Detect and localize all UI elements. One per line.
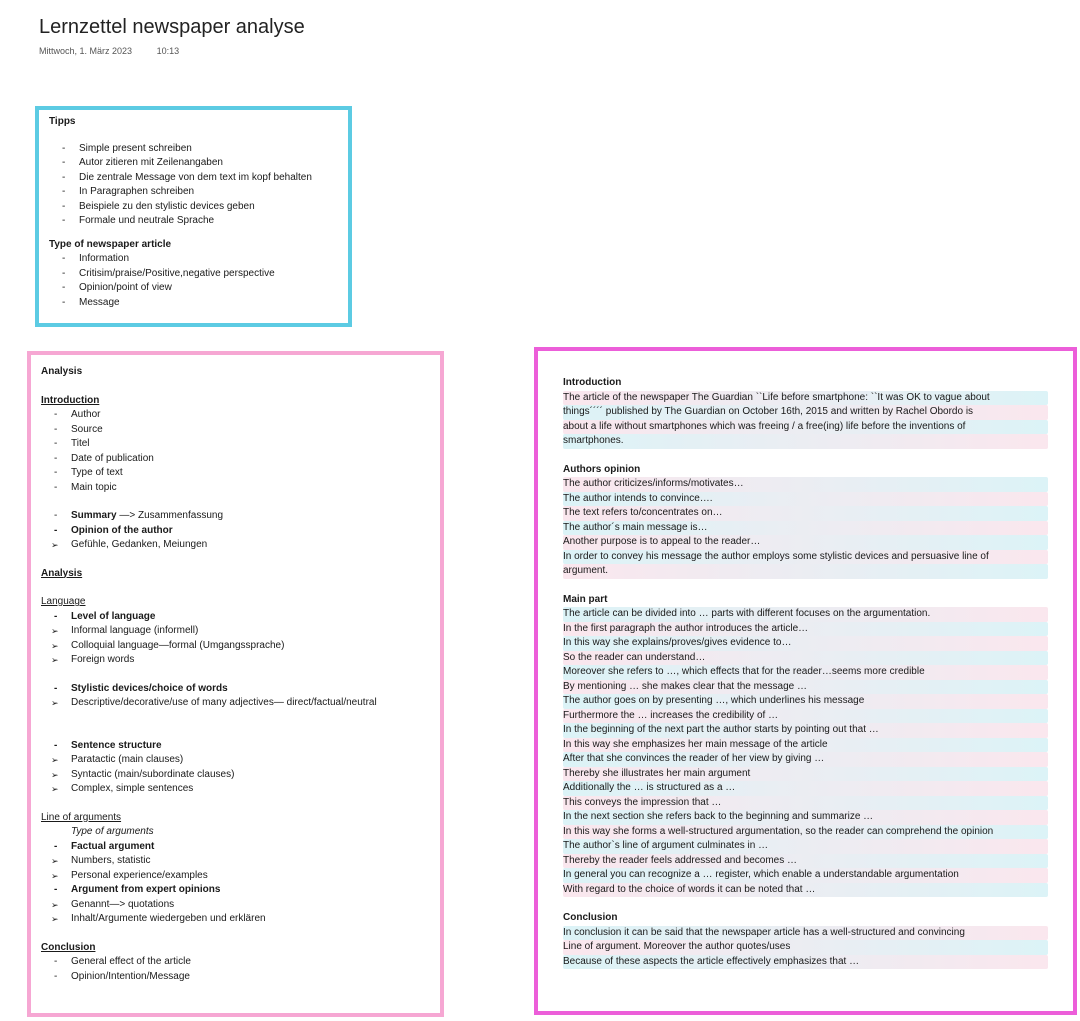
tips-item: - Die zentrale Message von dem text im kopf behalten [49, 171, 338, 186]
type-item: - Information [49, 252, 338, 267]
example-main-line: In this way she emphasizes her main message of the article [563, 738, 1048, 753]
example-opinion-line: Another purpose is to appeal to the reader… [563, 535, 1048, 550]
example-conclusion-line: Line of argument. Moreover the author quotes/uses [563, 940, 1048, 955]
page-time: 10:13 [156, 46, 180, 56]
tips-item: - Autor zitieren mit Zeilenangaben [49, 156, 338, 171]
example-main-heading: Main part [563, 593, 608, 605]
example-main-line: So the reader can understand… [563, 651, 1048, 666]
intro-item: - Titel [41, 437, 430, 452]
example-opinion-line: In order to convey his message the author employs some stylistic devices and persuasive line of [563, 550, 1048, 565]
page-title: Lernzettel newspaper analyse [39, 16, 305, 38]
example-intro-heading: Introduction [563, 377, 622, 388]
inhalt-item: ➢ Inhalt/Argumente wiedergeben und erklären [41, 912, 430, 927]
example-main-line: In this way she forms a well-structured argumentation, so the reader can comprehend the opinion [563, 825, 1048, 840]
tips-item: - In Paragraphen schreiben [49, 185, 338, 200]
example-main-line: Thereby the reader feels addressed and becomes … [563, 854, 1048, 869]
analysis-subheading: Analysis [41, 567, 83, 579]
example-main-line: In the first paragraph the author introduces the article… [563, 622, 1048, 637]
example-conclusion-heading: Conclusion [563, 912, 618, 923]
type-heading: Type of newspaper article [49, 238, 172, 250]
stylistic-list [41, 682, 430, 711]
example-intro-line: The article of the newspaper The Guardian ``Life before smartphone: ``It was OK to vague about [563, 391, 1048, 406]
complex-item: ➢ Complex, simple sentences [41, 782, 430, 797]
summary-label: Summary [71, 510, 117, 521]
intro-item: - Date of publication [41, 452, 430, 467]
example-main-line: With regard to the choice of words it can be noted that … [563, 883, 1048, 898]
sentence-structure-item: - Sentence structure [41, 739, 430, 754]
intro-heading: Introduction [41, 394, 100, 406]
example-main-line: After that she convinces the reader of her view by giving … [563, 752, 1048, 767]
type-arguments-item: Type of arguments [71, 826, 154, 837]
example-main-line: Moreover she refers to …, which effects that for the reader…seems more credible [563, 665, 1048, 680]
numbers-item: ➢ Numbers, statistic [41, 854, 430, 869]
example-opinion-line: The author´s main message is… [563, 521, 1048, 536]
example-main-line: In the beginning of the next part the author starts by pointing out that … [563, 723, 1048, 738]
example-main-line: This conveys the impression that … [563, 796, 1048, 811]
example-opinion-line: argument. [563, 564, 1048, 579]
expert-item: - Argument from expert opinions [41, 883, 430, 898]
type-item: - Critisim/praise/Positive,negative perspective [49, 267, 338, 282]
example-intro-line: about a life without smartphones which was freeing / a free(ing) life before the inventions of [563, 420, 1048, 435]
sentence-list [41, 739, 430, 797]
genannt-item: ➢ Genannt—> quotations [41, 898, 430, 913]
intro-item: - Main topic [41, 481, 430, 496]
summary-item [41, 509, 430, 524]
example-opinion-line: The author intends to convince…. [563, 492, 1048, 507]
tips-heading: Tipps [49, 116, 76, 127]
intro-item: - Source [41, 423, 430, 438]
example-main-line: The author`s line of argument culminates in … [563, 839, 1048, 854]
example-main-line: By mentioning … she makes clear that the message … [563, 680, 1048, 695]
paratactic-item: ➢ Paratactic (main clauses) [41, 753, 430, 768]
stylistic-item: - Stylistic devices/choice of words [41, 682, 430, 697]
conclusion-item: - General effect of the article [41, 955, 430, 970]
tips-item: - Formale und neutrale Sprache [49, 214, 338, 229]
syntactic-item: ➢ Syntactic (main/subordinate clauses) [41, 768, 430, 783]
foreign-item: ➢ Foreign words [41, 653, 430, 668]
analysis-box [27, 351, 444, 1017]
example-conclusion-line: In conclusion it can be said that the newspaper article has a well-structured and convincing [563, 926, 1048, 941]
example-intro-line: smartphones. [563, 434, 1048, 449]
informal-item: ➢ Informal language (informell) [41, 624, 430, 639]
intro-list [41, 408, 430, 495]
type-item: - Message [49, 296, 338, 311]
tips-box [35, 106, 352, 327]
descriptive-item: ➢ Descriptive/decorative/use of many adjectives— direct/factual/neutral [41, 696, 430, 711]
factual-item: - Factual argument [41, 840, 430, 855]
example-intro-line: things´´´´ published by The Guardian on October 16th, 2015 and written by Rachel Obordo is [563, 405, 1048, 420]
conclusion-heading: Conclusion [41, 941, 96, 953]
conclusion-list [41, 955, 430, 984]
level-language-item: - Level of language [41, 610, 430, 625]
tips-item: - Beispiele zu den stylistic devices geben [49, 200, 338, 215]
page-meta [39, 46, 179, 56]
opinion-author-item: - Opinion of the author [41, 524, 430, 539]
arguments-list [41, 825, 430, 927]
example-opinion-heading: Authors opinion [563, 463, 641, 475]
type-list [49, 252, 338, 310]
feelings-item: ➢ Gefühle, Gedanken, Meiungen [41, 538, 430, 553]
example-main-line: Furthermore the … increases the credibility of … [563, 709, 1048, 724]
personal-item: ➢ Personal experience/examples [41, 869, 430, 884]
intro-item: - Type of text [41, 466, 430, 481]
type-item: - Opinion/point of view [49, 281, 338, 296]
example-opinion-line: The author criticizes/informs/motivates… [563, 477, 1048, 492]
tips-list [49, 142, 338, 229]
example-main-line: In the next section she refers back to the beginning and summarize … [563, 810, 1048, 825]
colloquial-item: ➢ Colloquial language—formal (Umgangssprache) [41, 639, 430, 654]
example-conclusion-line: Because of these aspects the article effectively emphasizes that … [563, 955, 1048, 970]
example-main-line: In general you can recognize a … register, which enable a understandable argumentation [563, 868, 1048, 883]
language-heading: Language [41, 596, 86, 607]
example-box [534, 347, 1077, 1015]
language-list [41, 610, 430, 668]
analysis-title: Analysis [41, 366, 83, 377]
example-main-line: In this way she explains/proves/gives evidence to… [563, 636, 1048, 651]
summary-list [41, 509, 430, 553]
intro-item: - Author [41, 408, 430, 423]
example-main-line: Thereby she illustrates her main argument [563, 767, 1048, 782]
example-opinion-line: The text refers to/concentrates on… [563, 506, 1048, 521]
example-main-line: The author goes on by presenting …, which underlines his message [563, 694, 1048, 709]
example-main-line: Additionally the … is structured as a … [563, 781, 1048, 796]
conclusion-item: - Opinion/Intention/Message [41, 970, 430, 985]
example-main-line: The article can be divided into … parts with different focuses on the argumentation. [563, 607, 1048, 622]
line-arguments-heading: Line of arguments [41, 811, 122, 823]
tips-item: - Simple present schreiben [49, 142, 338, 157]
summary-translation: —> Zusammenfassung [116, 510, 224, 521]
page-date: Mittwoch, 1. März 2023 [39, 46, 133, 56]
